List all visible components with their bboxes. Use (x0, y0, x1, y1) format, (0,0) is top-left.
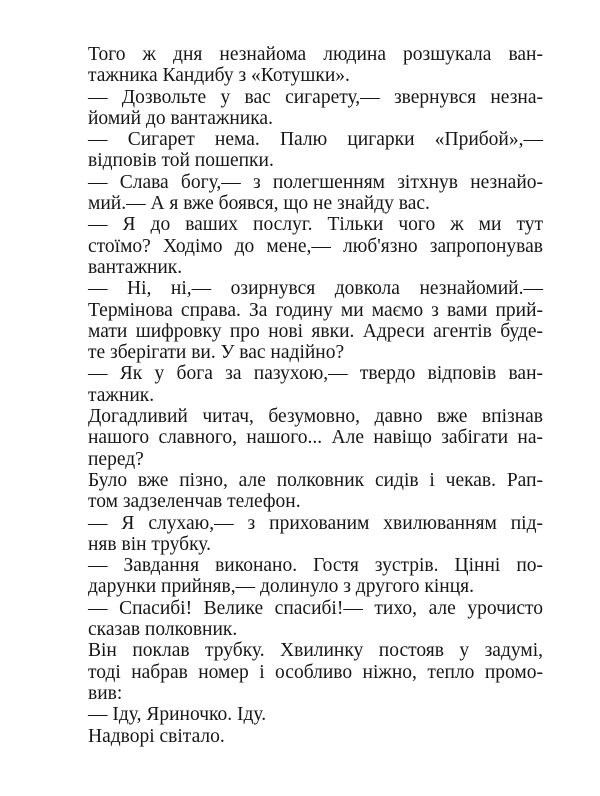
text-line: — Як у бога за пазухою,— твердо відповів ван- (88, 363, 543, 385)
text-line: мий.— А я вже боявся, що не знайду вас. (88, 193, 430, 215)
text-line: — Я до ваших послуг. Тільки чого ж ми тут (88, 214, 543, 236)
text-line: стоїмо? Ходімо до мене,— люб'язно запропонував (88, 235, 543, 257)
text-line: перед? (88, 448, 144, 470)
text-line: тажник. (88, 384, 155, 406)
text-line: Того ж дня незнайома людина розшукала ван- (88, 44, 543, 65)
text-line: нашого славного, нашого... Але навіщо забігати на- (88, 427, 543, 449)
text-line: відповів той пошепки. (88, 150, 274, 172)
text-line: те зберігати ви. У вас надійно? (88, 342, 345, 364)
text-line: тажника Кандибу з «Котушки». (88, 65, 350, 87)
text-line: — Завдання виконано. Гостя зустрів. Цінні по- (88, 555, 543, 577)
text-line: — Сигарет нема. Палю цигарки «Прибой»,— (88, 129, 543, 151)
text-line: Термінова справа. За годину ми маємо з вами прий- (88, 299, 543, 321)
text-line: сказав полковник. (88, 619, 238, 641)
text-line: мати шифровку про нові явки. Адреси агентів буде- (88, 320, 543, 342)
text-line: том задзеленчав телефон. (88, 491, 301, 513)
text-line: — Ні, ні,— озирнувся довкола незнайомий.— (88, 278, 543, 300)
text-line: тоді набрав номер і особливо ніжно, тепло промо- (88, 661, 543, 683)
text-line: Догадливий читач, безумовно, давно вже впізнав (88, 406, 543, 428)
text-line: — Я слухаю,— з прихованим хвилюванням під- (88, 512, 543, 534)
text-line: вив: (88, 682, 123, 704)
text-line: дарунки прийняв,— долинуло з другого кінця. (88, 576, 474, 598)
page-text (88, 44, 543, 747)
text-line: — Спасибі! Велике спасибі!— тихо, але урочисто (88, 597, 543, 619)
text-line: — Іду, Яриночко. Іду. (88, 704, 267, 726)
text-line: — Слава богу,— з полегшенням зітхнув незнайо- (88, 171, 543, 193)
text-line: Було вже пізно, але полковник сидів і чекав. Рап- (88, 469, 543, 491)
text-line: вантажник. (88, 256, 183, 278)
text-line: — Дозвольте у вас сигарету,— звернувся незна- (88, 86, 543, 108)
text-line: няв він трубку. (88, 533, 211, 555)
text-line: Він поклав трубку. Хвилинку постояв у задумі, (88, 640, 543, 662)
text-line: йомий до вантажника. (88, 107, 273, 129)
text-line: Надворі світало. (88, 725, 225, 747)
